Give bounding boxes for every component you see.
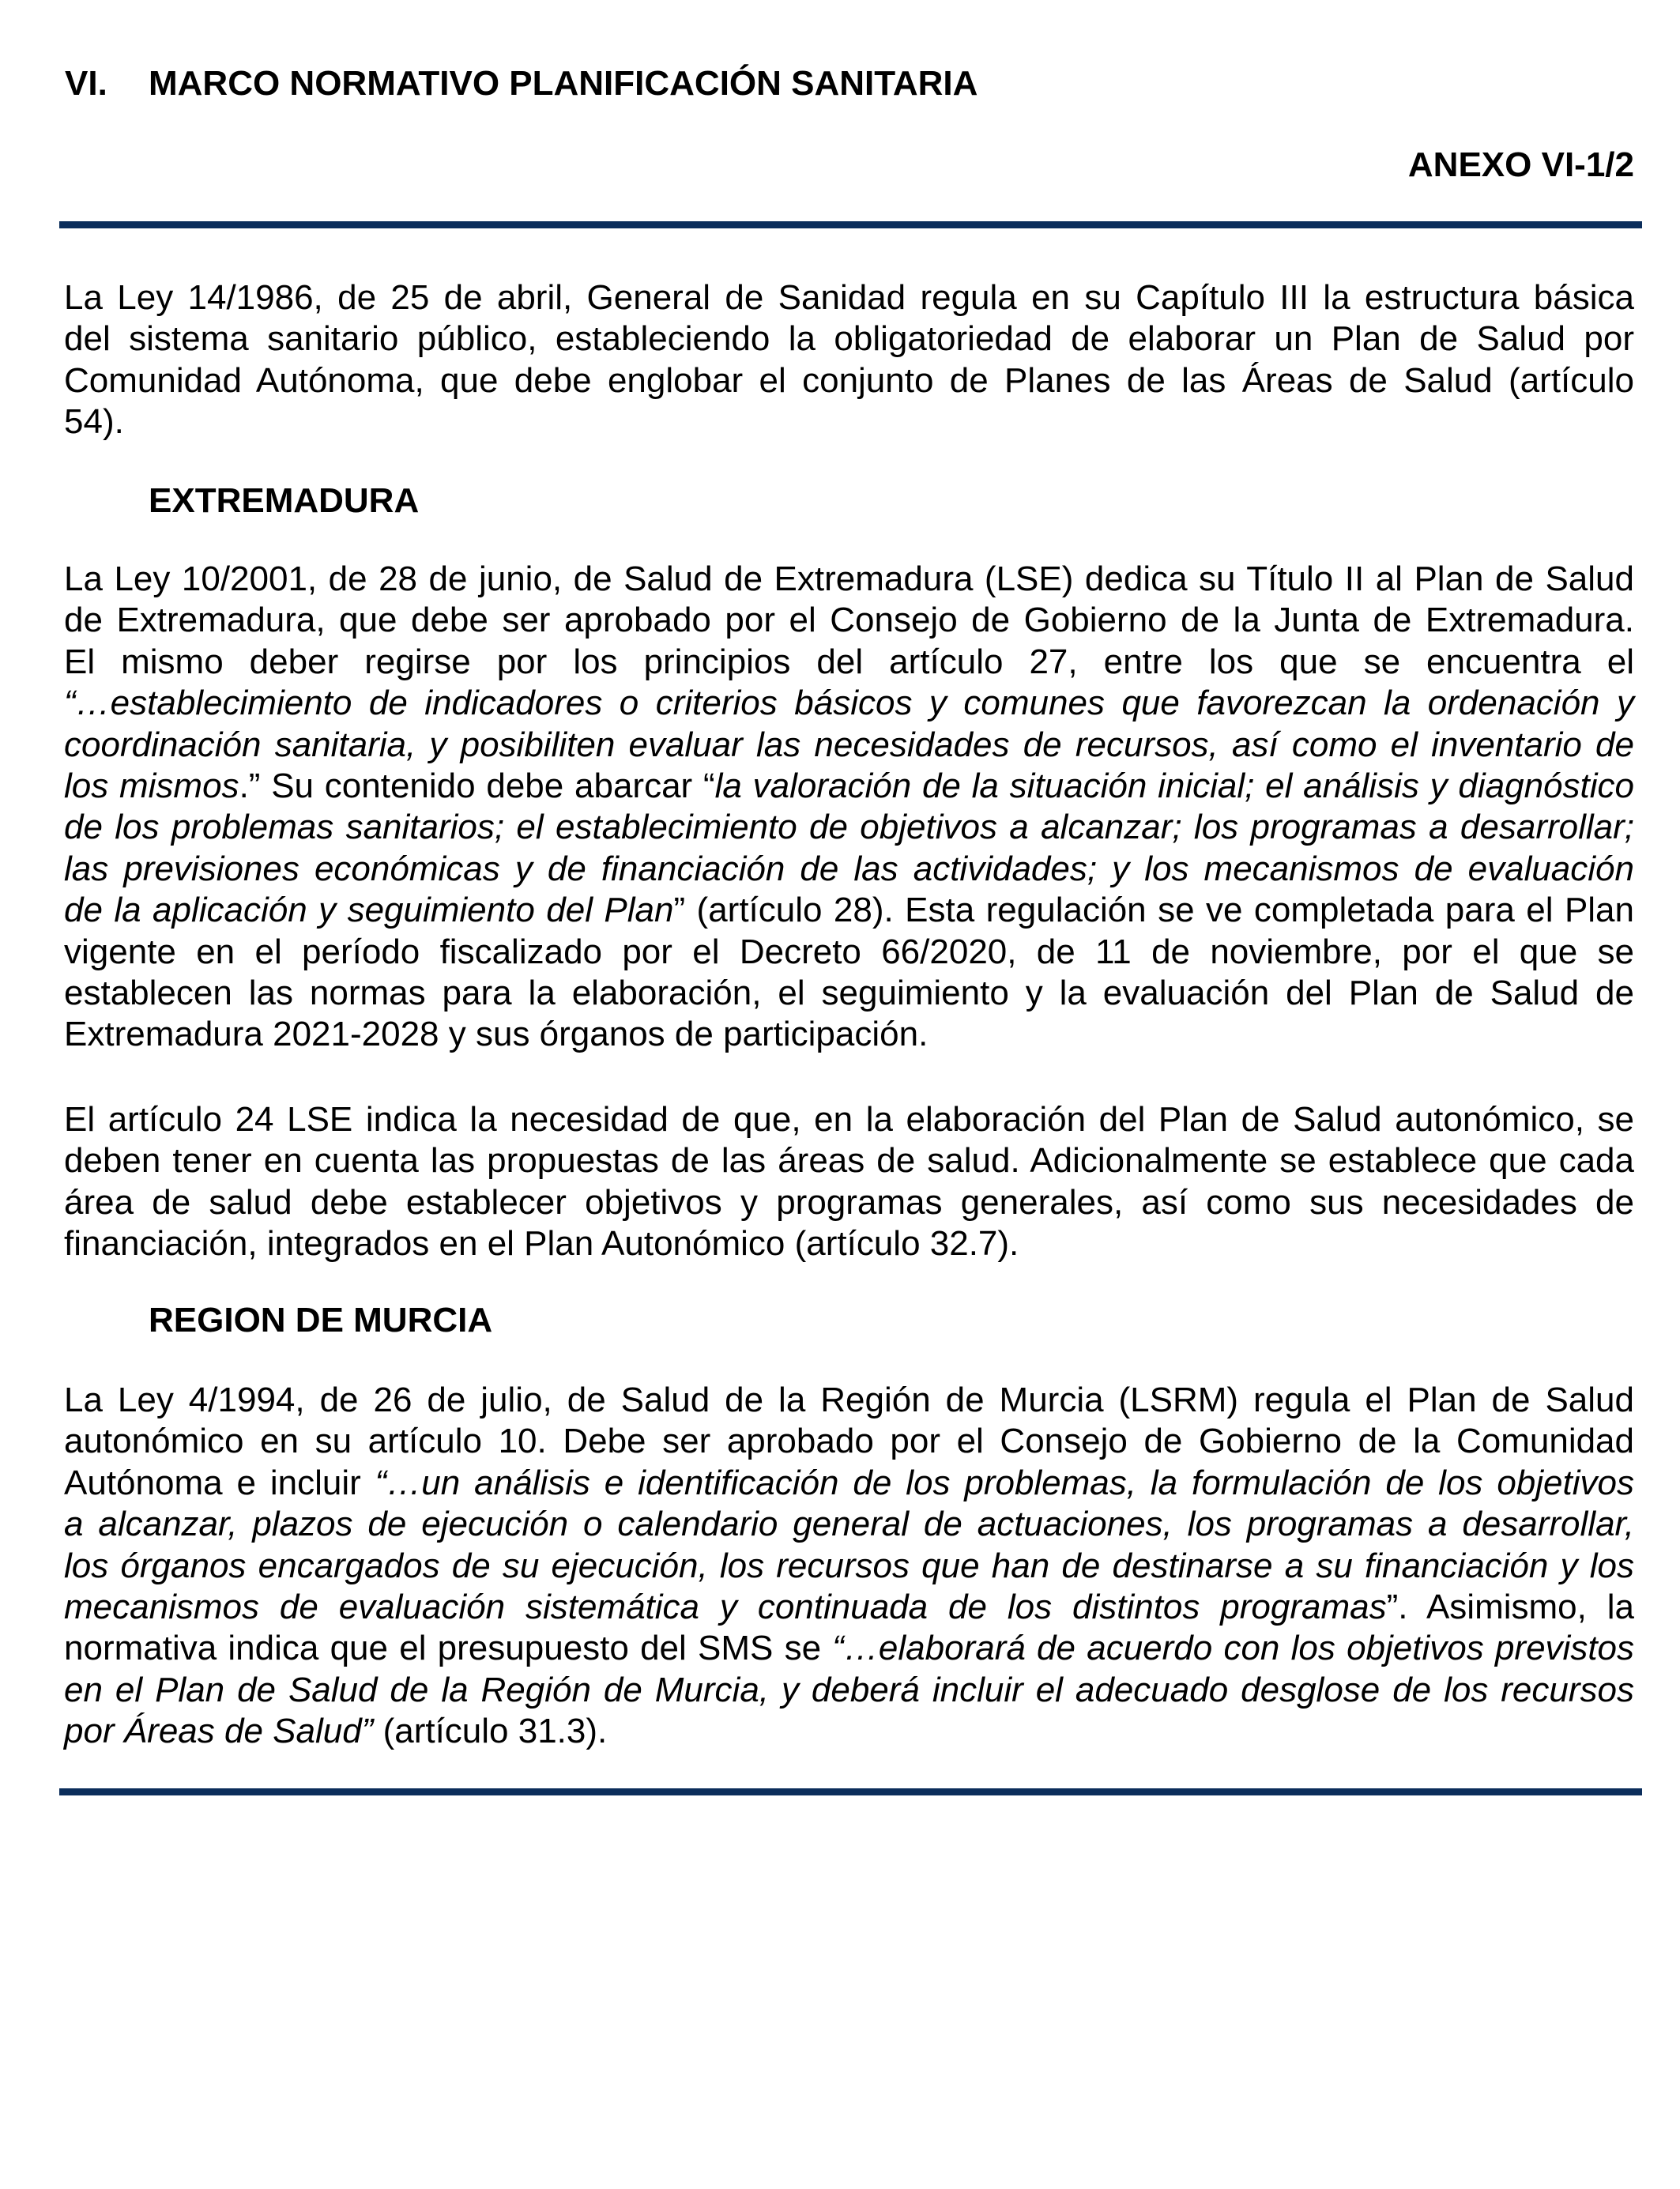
body-text: El mismo deber regirse por los principios del artículo 27, entre los que se encuentra el — [64, 642, 1634, 681]
paragraph-extremadura-law — [64, 559, 1634, 1056]
text-line — [64, 1140, 1634, 1181]
quoted-text: los mismos — [64, 766, 239, 805]
quoted-text: la valoración de la situación inicial; el análisis y diagnóstico — [714, 766, 1634, 805]
quoted-text: “…elaborará de acuerdo con los objetivos previstos — [832, 1629, 1635, 1668]
text-line — [64, 1463, 1634, 1504]
quoted-text: “…establecimiento de indicadores o criterios básicos y comunes que favorezcan la ordenación y — [64, 684, 1634, 723]
body-text: El artículo 24 LSE indica la necesidad de que, en la elaboración del Plan de Salud autonómico, se — [64, 1100, 1634, 1139]
body-text: de Extremadura, que debe ser aprobado por el Consejo de Gobierno de la Junta de Extremadura. — [64, 601, 1634, 640]
text-line — [64, 1504, 1634, 1545]
text-line — [64, 849, 1634, 890]
body-text: La Ley 14/1986, de 25 de abril, General de Sanidad regula en su Capítulo III la estructura básica — [64, 278, 1634, 317]
text-line — [64, 1628, 1634, 1669]
paragraph-extremadura-article-24 — [64, 1099, 1634, 1265]
text-line — [64, 973, 1634, 1014]
top-divider — [59, 221, 1642, 228]
body-text: 54). — [64, 402, 124, 442]
paragraph-murcia-law — [64, 1380, 1634, 1753]
text-line — [64, 725, 1634, 766]
text-line — [64, 766, 1634, 807]
body-text: autonómico en su artículo 10. Debe ser aprobado por el Consejo de Gobierno de la Comunidad — [64, 1422, 1634, 1461]
body-text: ”. Asimismo, la — [1386, 1587, 1634, 1626]
paragraph-general-law — [64, 277, 1634, 443]
quoted-text: a alcanzar, plazos de ejecución o calendario general de actuaciones, los programas a desarrollar, — [64, 1505, 1634, 1544]
text-line — [64, 559, 1634, 600]
quoted-text: en el Plan de Salud de la Región de Murcia, y deberá incluir el adecuado desglose de los recursos — [64, 1670, 1634, 1709]
text-line — [64, 277, 1634, 318]
text-line — [64, 683, 1634, 724]
text-line — [64, 1182, 1634, 1223]
body-text: deben tener en cuenta las propuestas de las áreas de salud. Adicionalmente se establece que cada — [64, 1141, 1634, 1181]
quoted-text: coordinación sanitaria, y posibiliten evaluar las necesidades de recursos, así como el inventario de — [64, 725, 1634, 764]
body-text: ” (artículo 28). Esta regulación se ve completada para el Plan — [673, 891, 1635, 930]
text-line — [64, 1587, 1634, 1628]
text-line — [64, 401, 1634, 443]
quoted-text: los órganos encargados de su ejecución, los recursos que han de destinarse a su financiación y los — [64, 1546, 1634, 1585]
quoted-text: de la aplicación y seguimiento del Plan — [64, 891, 674, 930]
body-text: financiación, integrados en el Plan Autonómico (artículo 32.7). — [64, 1224, 1019, 1264]
body-text: Autónoma e incluir — [64, 1463, 375, 1502]
body-text: Extremadura 2021-2028 y sus órganos de participación. — [64, 1015, 929, 1054]
text-line — [64, 318, 1634, 360]
text-line — [64, 1380, 1634, 1421]
text-line — [64, 600, 1634, 641]
heading-extremadura: EXTREMADURA — [149, 481, 420, 520]
heading-murcia: REGION DE MURCIA — [149, 1301, 493, 1339]
text-line — [64, 932, 1634, 973]
text-line — [64, 642, 1634, 683]
body-text: (artículo 31.3). — [373, 1712, 608, 1751]
text-line — [64, 1223, 1634, 1264]
body-text: vigente en el período fiscalizado por el Decreto 66/2020, de 11 de noviembre, por el que se — [64, 932, 1634, 971]
body-text: del sistema sanitario público, estableciendo la obligatoriedad de elaborar un Plan de Salud por — [64, 319, 1634, 359]
text-line — [64, 1099, 1634, 1140]
annex-label: ANEXO VI-1/2 — [1407, 145, 1634, 184]
text-line — [64, 1670, 1634, 1711]
quoted-text: por Áreas de Salud” — [64, 1712, 374, 1751]
text-line — [64, 1421, 1634, 1462]
body-text: área de salud debe establecer objetivos y programas generales, así como sus necesidades de — [64, 1182, 1634, 1222]
quoted-text: de los problemas sanitarios; el establecimiento de objetivos a alcanzar; los programas a desarrollar; — [64, 808, 1634, 847]
text-line — [64, 1014, 1634, 1055]
text-line — [64, 890, 1634, 931]
body-text: establecen las normas para la elaboración, el seguimiento y la evaluación del Plan de Salud de — [64, 973, 1634, 1012]
body-text: normativa indica que el presupuesto del SMS se — [64, 1629, 833, 1668]
quoted-text: las previsiones económicas y de financiación de las actividades; y los mecanismos de evaluación — [64, 849, 1634, 888]
text-line — [64, 1711, 1634, 1752]
body-text: La Ley 10/2001, de 28 de junio, de Salud de Extremadura (LSE) dedica su Título II al Plan de Salud — [64, 559, 1634, 598]
section-number: VI. — [65, 64, 107, 103]
body-text: .” Su contenido debe abarcar “ — [239, 766, 715, 805]
text-line — [64, 360, 1634, 401]
section-title: MARCO NORMATIVO PLANIFICACIÓN SANITARIA — [149, 64, 978, 103]
text-line — [64, 1546, 1634, 1587]
quoted-text: mecanismos de evaluación sistemática y continuada de los distintos programas — [64, 1587, 1387, 1626]
body-text: La Ley 4/1994, de 26 de julio, de Salud de la Región de Murcia (LSRM) regula el Plan de Salud — [64, 1381, 1634, 1419]
body-text: Comunidad Autónoma, que debe englobar el conjunto de Planes de las Áreas de Salud (artículo — [64, 360, 1634, 400]
text-line — [64, 807, 1634, 848]
quoted-text: “…un análisis e identificación de los problemas, la formulación de los objetivos — [375, 1463, 1634, 1502]
bottom-divider — [59, 1788, 1642, 1795]
